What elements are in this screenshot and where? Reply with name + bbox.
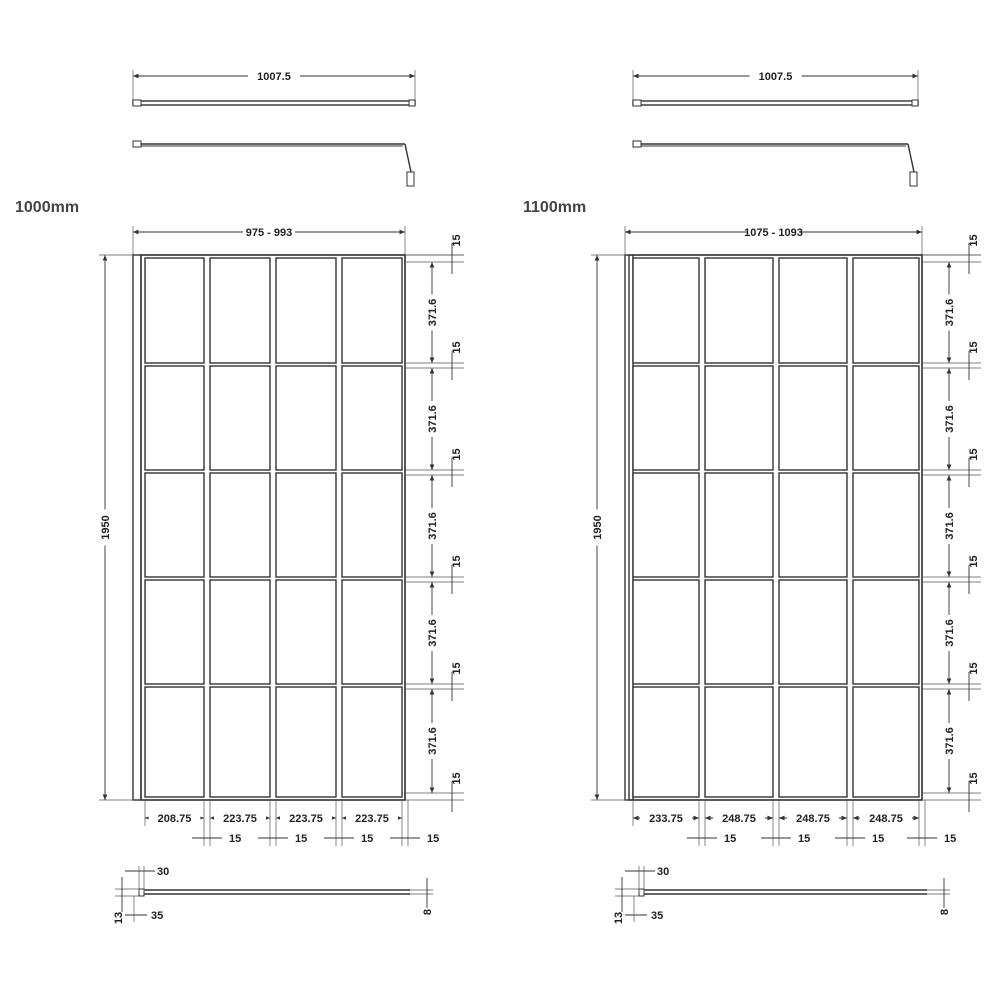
glass-pane <box>210 258 270 363</box>
rail-gap-label: 15 <box>968 662 980 675</box>
row-height-dim-label: 371.6 <box>944 512 956 540</box>
glass-pane <box>853 473 919 577</box>
mullion-gap-label: 15 <box>361 833 374 845</box>
glass-pane <box>853 687 919 797</box>
rail-gap-label: 15 <box>451 234 463 247</box>
profile-channel <box>139 889 144 896</box>
rail-gap-label: 15 <box>451 341 463 354</box>
glass-pane <box>210 473 270 577</box>
glass-pane <box>342 687 402 797</box>
col-width-dim-label: 248.75 <box>869 813 903 825</box>
glass-pane <box>210 366 270 470</box>
profile-channel <box>639 889 644 896</box>
col-width-dim-label: 233.75 <box>649 813 683 825</box>
col-width-dim-label: 208.75 <box>157 813 192 825</box>
support-bar-plan <box>133 101 415 105</box>
row-height-dim-label: 371.6 <box>944 619 956 647</box>
glass-pane <box>705 687 773 797</box>
row-height-dim-label: 371.6 <box>944 405 956 433</box>
drawing-1000mm <box>15 69 464 924</box>
glass-pane <box>276 580 336 684</box>
glass-pane <box>705 580 773 684</box>
col-width-dim-label: 223.75 <box>289 813 323 825</box>
mullion-gap-label: 15 <box>229 833 242 845</box>
rail-gap-label: 15 <box>968 555 980 568</box>
glass-pane <box>633 687 699 797</box>
glass-pane <box>210 580 270 684</box>
glass-pane <box>342 258 402 363</box>
drawing-title: 1100mm <box>523 199 587 216</box>
glass-pane <box>853 366 919 470</box>
glass-pane <box>779 473 847 577</box>
profile-bottom-label: 35 <box>151 910 164 922</box>
col-width-dim-label: 223.75 <box>355 813 389 825</box>
glass-pane <box>779 366 847 470</box>
rail-gap-label: 15 <box>968 448 980 461</box>
rail-gap-label: 15 <box>451 555 463 568</box>
rail-gap-label: 15 <box>451 662 463 675</box>
row-height-dim-label: 371.6 <box>944 727 956 755</box>
wall-bracket <box>133 100 141 106</box>
col-width-dim-label: 248.75 <box>722 813 756 825</box>
height-dim-label: 1950 <box>100 515 112 540</box>
width-range-dim-label: 975 - 993 <box>245 227 293 239</box>
mullion-gap-label: 15 <box>724 833 737 845</box>
row-height-dim-label: 371.6 <box>427 512 439 540</box>
wall-bracket <box>133 141 141 147</box>
glass-pane <box>633 473 699 577</box>
glass-pane <box>145 258 204 363</box>
glass-pane <box>705 258 773 363</box>
glass-pane <box>210 687 270 797</box>
col-width-dim-label: 248.75 <box>796 813 830 825</box>
glass-pane <box>342 366 402 470</box>
glass-pane <box>705 366 773 470</box>
row-height-dim-label: 371.6 <box>944 298 956 327</box>
glass-pane <box>276 687 336 797</box>
profile-left-label: 13 <box>613 911 625 925</box>
glass-pane <box>276 473 336 577</box>
row-height-dim-label: 371.6 <box>427 405 439 433</box>
support-bar-bend <box>908 144 914 172</box>
support-bar-bend <box>405 144 411 172</box>
row-height-dim-label: 371.6 <box>427 298 439 327</box>
drawing-1100mm <box>523 69 981 924</box>
wall-bracket <box>633 141 641 147</box>
glass-pane <box>342 580 402 684</box>
profile-bottom-label: 35 <box>651 910 664 922</box>
mullion-gap-label: 15 <box>944 833 957 845</box>
glass-pane <box>633 366 699 470</box>
rail-gap-label: 15 <box>968 341 980 354</box>
row-height-dim-label: 371.6 <box>427 619 439 647</box>
glass-pane <box>276 366 336 470</box>
mullion-gap-label: 15 <box>872 833 885 845</box>
glass-thickness-label: 8 <box>422 908 434 916</box>
drawing-title: 1000mm <box>15 199 80 216</box>
glass-thickness-label: 8 <box>939 908 951 916</box>
glass-pane <box>633 580 699 684</box>
glass-pane <box>779 580 847 684</box>
glass-clamp <box>409 100 415 106</box>
rail-gap-label: 15 <box>968 772 980 785</box>
col-width-dim-label: 223.75 <box>223 813 257 825</box>
glass-clamp <box>407 172 414 186</box>
wall-bracket <box>633 100 641 106</box>
glass-pane <box>145 473 204 577</box>
glass-clamp <box>910 172 917 186</box>
mullion-gap-label: 15 <box>427 833 440 845</box>
rail-gap-label: 15 <box>451 772 463 785</box>
support-bar-plan <box>633 101 918 105</box>
rail-gap-label: 15 <box>968 234 980 247</box>
profile-left-label: 13 <box>113 911 125 925</box>
glass-pane <box>853 258 919 363</box>
profile-top-label: 30 <box>657 866 670 878</box>
glass-pane <box>779 687 847 797</box>
height-dim-label: 1950 <box>592 515 604 540</box>
top-bar-length-dim-label: 1007.5 <box>257 71 291 83</box>
glass-pane <box>705 473 773 577</box>
glass-pane <box>853 580 919 684</box>
glass-pane <box>145 580 204 684</box>
glass-pane <box>145 687 204 797</box>
rail-gap-label: 15 <box>451 448 463 461</box>
glass-pane <box>145 366 204 470</box>
mullion-gap-label: 15 <box>295 833 308 845</box>
width-range-dim-label: 1075 - 1093 <box>744 227 803 239</box>
glass-pane <box>633 258 699 363</box>
glass-pane <box>779 258 847 363</box>
profile-top-label: 30 <box>157 866 170 878</box>
glass-pane <box>342 473 402 577</box>
glass-clamp <box>912 100 918 106</box>
row-height-dim-label: 371.6 <box>427 727 439 755</box>
top-bar-length-dim-label: 1007.5 <box>758 71 793 83</box>
mullion-gap-label: 15 <box>798 833 811 845</box>
glass-pane <box>276 258 336 363</box>
